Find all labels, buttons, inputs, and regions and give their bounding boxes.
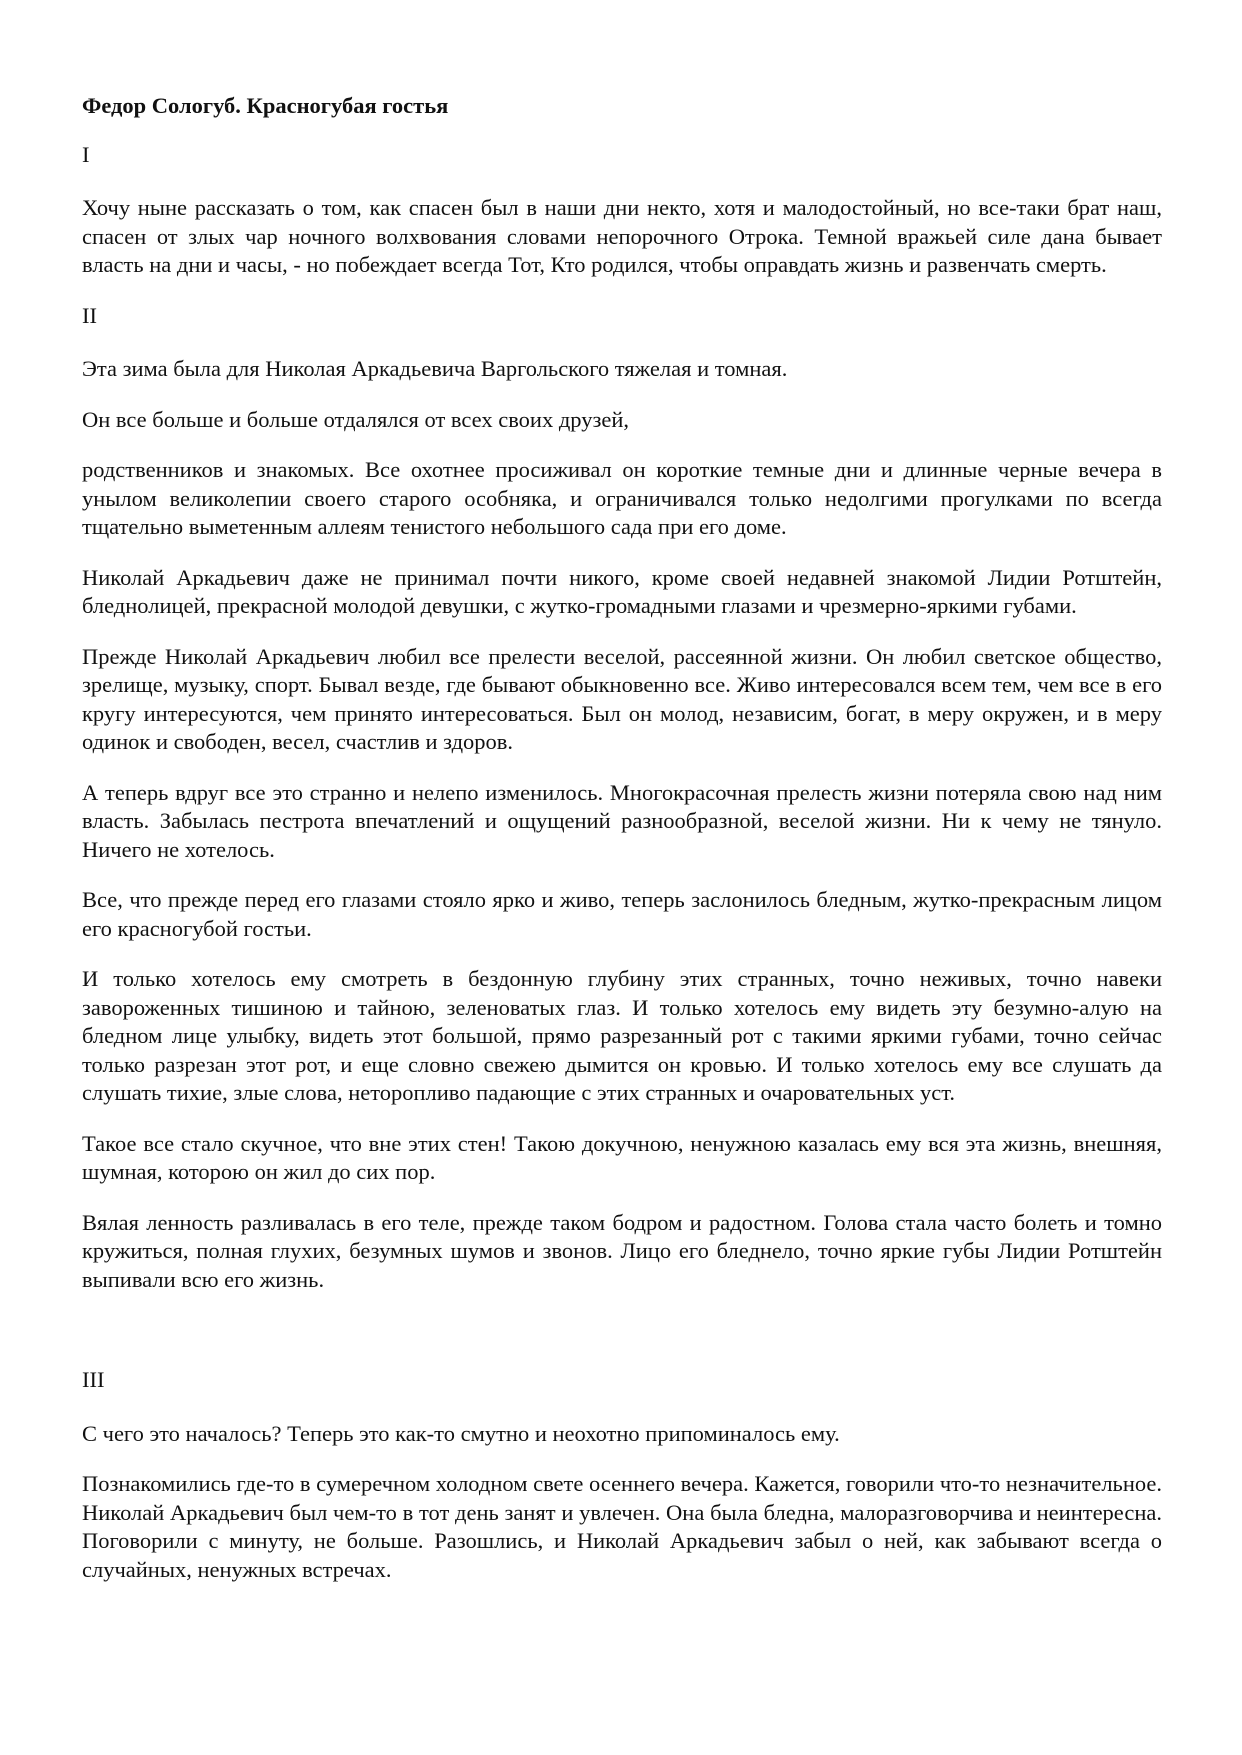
paragraph: Николай Аркадьевич даже не принимал почти никого, кроме своей недавней знакомой Лидии Ротштейн, бледнолицей, прекрасной молодой девушки, с жутко-громадными глазами и чрезмерно-яркими губами. — [82, 564, 1162, 618]
document-content — [82, 92, 1162, 1606]
paragraph: Прежде Николай Аркадьевич любил все прелести веселой, рассеянной жизни. Он любил светское общество, зрелище, музыку, спорт. Бывал везде, где бывают обыкновенно все. Живо интересовался всем тем, чем все в его кругу интересуются, чем принято интересоваться. Был он молод, независим, богат, в меру окружен, и в меру одинок и свободен, весел, счастлив и здоров. — [82, 643, 1162, 754]
paragraph: Он все больше и больше отдалялся от всех своих друзей, — [82, 406, 630, 432]
section-mark-2: II — [82, 302, 97, 328]
paragraph: Все, что прежде перед его глазами стояло ярко и живо, теперь заслонилось бледным, жутко-прекрасным лицом его красногубой гостьи. — [82, 887, 1162, 941]
paragraph: Эта зима была для Николая Аркадьевича Варгольского тяжелая и томная. — [82, 356, 788, 381]
paragraph: Хочу ныне рассказать о том, как спасен был в наши дни некто, хотя и малодостойный, но все-таки брат наш, спасен от злых чар ночного волхвования словами непорочного Отрока. Темной вражьей силе дана бывает власть на дни и часы, - но побеждает всегда Тот, Кто родился, чтобы оправдать жизнь и развенчать смерть. — [82, 195, 1162, 277]
paragraph: И только хотелось ему смотреть в бездонную глубину этих странных, точно неживых, точно навеки завороженных тишиною и тайною, зеленоватых глаз. И только хотелось ему видеть эту безумно-алую на бледном лице улыбку, видеть этот большой, прямо разрезанный рот с такими яркими губами, точно сейчас только разрезан этот рот, и еще словно свежею дымится он кровью. И только хотелось ему все слушать да слушать тихие, злые слова, неторопливо падающие с этих странных и очаровательных уст. — [82, 966, 1162, 1105]
paragraph: А теперь вдруг все это странно и нелепо изменилось. Многокрасочная прелесть жизни потеряла свою над ним власть. Забылась пестрота впечатлений и ощущений разнообразной, веселой жизни. Ни к чему не тянуло. Ничего не хотелось. — [82, 779, 1162, 862]
section-mark-1: I — [82, 141, 90, 167]
paragraph: Познакомились где-то в сумеречном холодном свете осеннего вечера. Кажется, говорили что-то незначительное. Николай Аркадьевич был чем-то в тот день занят и увлечен. Она была бледна, малоразговорчива и неинтересна. Поговорили с минуту, не больше. Разошлись, и Николай Аркадьевич забыл о ней, как забывают всегда о случайных, ненужных встречах. — [82, 1471, 1162, 1582]
paragraph: родственников и знакомых. Все охотнее просиживал он короткие темные дни и длинные черные вечера в унылом великолепии своего старого особняка, и ограничивался только недолгими прогулками по всегда тщательно выметенным аллеям тенистого небольшого сада при его доме. — [82, 457, 1162, 539]
section-spacer — [82, 1316, 1162, 1366]
paragraph: Вялая ленность разливалась в его теле, прежде таком бодром и радостном. Голова стала часто болеть и томно кружиться, полная глухих, безумных шумов и звонов. Лицо его бледнело, точно яркие губы Лидии Ротштейн выпивали всю его жизнь. — [82, 1209, 1162, 1292]
section-mark-3: III — [82, 1367, 105, 1392]
document-title: Федор Сологуб. Красногубая гостья — [82, 93, 449, 118]
paragraph: С чего это началось? Теперь это как-то смутно и неохотно припоминалось ему. — [82, 1420, 840, 1446]
paragraph: Такое все стало скучное, что вне этих стен! Такою докучною, ненужною казалась ему вся эта жизнь, внешняя, шумная, которою он жил до сих пор. — [82, 1130, 1162, 1184]
